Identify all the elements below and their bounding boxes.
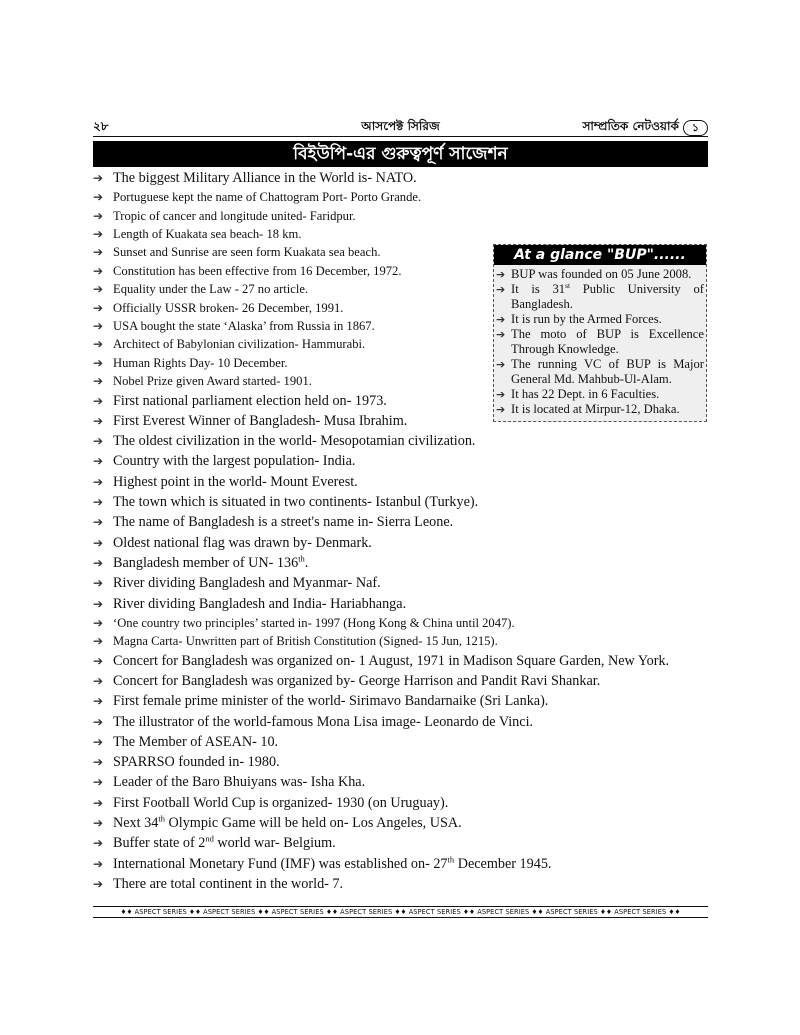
item-text: Architect of Babylonian civilization- Hammurabi. <box>113 337 366 352</box>
arrow-bullet-icon: ➔ <box>93 171 104 185</box>
item-text: Oldest national flag was drawn by- Denmark. <box>113 534 372 551</box>
item-text-after: December 1945. <box>454 855 552 872</box>
arrow-bullet-icon: ➔ <box>93 795 104 810</box>
arrow-bullet-icon: ➔ <box>93 816 104 831</box>
list-item <box>93 772 708 792</box>
item-text: The illustrator of the world-famous Mona Lisa image- Leonardo de Vinci. <box>113 713 534 730</box>
item-text: International Monetary Fund (IMF) was established on- 27 <box>113 855 448 872</box>
item-text-after: Public University of Bangladesh. <box>511 282 705 311</box>
item-text: SPARRSO founded in- 1980. <box>113 754 280 771</box>
list-item <box>93 472 708 492</box>
list-item <box>93 632 708 650</box>
arrow-bullet-icon: ➔ <box>93 282 104 297</box>
item-text: Sunset and Sunrise are seen form Kuakata sea beach. <box>113 245 381 260</box>
list-item <box>93 854 708 874</box>
arrow-bullet-icon: ➔ <box>93 263 104 278</box>
arrow-bullet-icon: ➔ <box>93 337 104 352</box>
list-item <box>93 573 708 593</box>
item-superscript: nd <box>205 833 214 844</box>
list-item <box>93 207 708 225</box>
arrow-bullet-icon: ➔ <box>93 413 104 428</box>
arrow-bullet-icon: ➔ <box>93 755 104 770</box>
arrow-bullet-icon: ➔ <box>93 714 104 729</box>
arrow-bullet-icon: ➔ <box>496 313 506 326</box>
item-text: Country with the largest population- India. <box>113 453 356 470</box>
glance-item <box>496 267 704 282</box>
network-name: সাম্প্রতিক নেটওয়ার্ক <box>582 119 679 133</box>
at-a-glance-title: At a glance "BUP"...... <box>494 245 706 265</box>
arrow-bullet-icon: ➔ <box>93 319 104 334</box>
item-text: ‘One country two principles’ started in- 1997 (Hong Kong & China until 2047). <box>113 615 515 630</box>
list-item <box>93 168 708 188</box>
item-text: Concert for Bangladesh was organized on- 1 August, 1971 in Madison Square Garden, New York. <box>113 652 670 669</box>
arrow-bullet-icon: ➔ <box>496 268 506 281</box>
arrow-bullet-icon: ➔ <box>93 653 104 668</box>
network-number: ১ <box>683 120 708 136</box>
arrow-bullet-icon: ➔ <box>496 328 506 341</box>
list-item <box>93 651 708 671</box>
arrow-bullet-icon: ➔ <box>93 434 104 449</box>
item-text: First national parliament election held on- 1973. <box>113 392 387 409</box>
list-item <box>93 671 708 691</box>
arrow-bullet-icon: ➔ <box>93 856 104 871</box>
item-text: Human Rights Day- 10 December. <box>113 355 288 370</box>
arrow-bullet-icon: ➔ <box>93 694 104 709</box>
item-text: River dividing Bangladesh and India- Hariabhanga. <box>113 595 407 612</box>
item-text: The moto of BUP is Excellence Through Knowledge. <box>511 327 704 356</box>
item-text: The running VC of BUP is Major General Md. Mahbub-Ul-Alam. <box>511 357 704 386</box>
item-text: BUP was founded on 05 June 2008. <box>511 267 692 281</box>
glance-item <box>496 402 704 417</box>
arrow-bullet-icon: ➔ <box>93 836 104 851</box>
item-text: Portuguese kept the name of Chattogram Port- Porto Grande. <box>113 190 422 205</box>
arrow-bullet-icon: ➔ <box>93 245 104 260</box>
arrow-bullet-icon: ➔ <box>496 283 506 296</box>
item-text: USA bought the state ‘Alaska’ from Russia in 1867. <box>113 319 375 334</box>
header-rule <box>93 136 708 137</box>
at-a-glance-list <box>494 265 706 417</box>
arrow-bullet-icon: ➔ <box>93 300 104 315</box>
list-item <box>93 732 708 752</box>
list-item <box>93 225 708 243</box>
glance-item <box>496 357 704 387</box>
footer-rule-bottom <box>93 917 708 918</box>
list-item <box>93 594 708 614</box>
item-text: The oldest civilization in the world- Mesopotamian civilization. <box>113 433 476 450</box>
arrow-bullet-icon: ➔ <box>93 515 104 530</box>
list-item <box>93 614 708 632</box>
item-text: Magna Carta- Unwritten part of British Constitution (Signed- 15 Jun, 1215). <box>113 634 498 649</box>
list-item <box>93 188 708 206</box>
arrow-bullet-icon: ➔ <box>496 388 506 401</box>
arrow-bullet-icon: ➔ <box>93 374 104 389</box>
arrow-bullet-icon: ➔ <box>93 673 104 688</box>
arrow-bullet-icon: ➔ <box>93 474 104 489</box>
item-text: First Football World Cup is organized- 1930 (on Uruguay). <box>113 794 449 811</box>
item-text: Leader of the Baro Bhuiyans was- Isha Kha. <box>113 774 366 791</box>
arrow-bullet-icon: ➔ <box>93 495 104 510</box>
item-text: Constitution has been effective from 16 December, 1972. <box>113 263 402 278</box>
item-text: It has 22 Dept. in 6 Faculties. <box>511 387 660 401</box>
list-item <box>93 492 708 512</box>
item-text-after: . <box>304 554 309 571</box>
item-text-after: Olympic Game will be held on- Los Angeles, USA. <box>164 815 462 832</box>
glance-item <box>496 387 704 402</box>
arrow-bullet-icon: ➔ <box>93 876 104 891</box>
glance-item <box>496 327 704 357</box>
item-text: The Member of ASEAN- 10. <box>113 733 279 750</box>
section-banner: বিইউপি-এর গুরুত্বপূর্ণ সাজেশন <box>93 141 708 167</box>
list-item <box>93 451 708 471</box>
item-text: Highest point in the world- Mount Everest. <box>113 473 358 490</box>
arrow-bullet-icon: ➔ <box>93 454 104 469</box>
page-number: ২৮ <box>93 119 109 133</box>
footer-series-strip: ♦♦ ASPECT SERIES ♦♦ ASPECT SERIES ♦♦ ASPECT SERIES ♦♦ ASPECT SERIES ♦♦ ASPECT SERIES ♦♦ ASPECT SERIES ♦♦ ASPECT SERIES ♦♦ ASPECT SERIES ♦♦ <box>120 908 681 916</box>
item-text: The town which is situated in two continents- Istanbul (Turkye). <box>113 494 479 511</box>
item-text: It is run by the Armed Forces. <box>511 312 662 326</box>
item-text: River dividing Bangladesh and Myanmar- Naf. <box>113 575 381 592</box>
arrow-bullet-icon: ➔ <box>93 576 104 591</box>
list-item <box>93 533 708 553</box>
item-superscript: th <box>298 553 305 564</box>
item-text: First Everest Winner of Bangladesh- Musa Ibrahim. <box>113 412 408 429</box>
item-text: First female prime minister of the world- Sirimavo Bandarnaike (Sri Lanka). <box>113 693 549 710</box>
item-text-after: world war- Belgium. <box>213 835 336 852</box>
arrow-bullet-icon: ➔ <box>93 596 104 611</box>
arrow-bullet-icon: ➔ <box>93 393 104 408</box>
item-text: Nobel Prize given Award started- 1901. <box>113 374 312 389</box>
item-text: Officially USSR broken- 26 December, 1991. <box>113 300 344 315</box>
item-text: Next 34 <box>113 815 159 832</box>
arrow-bullet-icon: ➔ <box>93 634 104 649</box>
list-item <box>93 793 708 813</box>
list-item <box>93 874 708 894</box>
arrow-bullet-icon: ➔ <box>93 190 104 205</box>
item-text: Buffer state of 2 <box>113 835 206 852</box>
arrow-bullet-icon: ➔ <box>93 734 104 749</box>
item-superscript: th <box>158 813 165 824</box>
arrow-bullet-icon: ➔ <box>93 227 104 242</box>
item-text: Concert for Bangladesh was organized by- George Harrison and Pandit Ravi Shankar. <box>113 672 601 689</box>
arrow-bullet-icon: ➔ <box>93 355 104 370</box>
arrow-bullet-icon: ➔ <box>93 208 104 223</box>
list-item <box>93 712 708 732</box>
footer-rule-top <box>93 906 708 907</box>
network-label <box>583 118 709 138</box>
list-item <box>93 833 708 853</box>
list-item <box>93 813 708 833</box>
item-text: The biggest Military Alliance in the World is- NATO. <box>113 170 417 186</box>
item-superscript: th <box>447 853 455 864</box>
item-text: It is located at Mirpur-12, Dhaka. <box>511 402 680 416</box>
item-text: Equality under the Law - 27 no article. <box>113 282 309 297</box>
arrow-bullet-icon: ➔ <box>496 358 506 371</box>
list-item <box>93 431 708 451</box>
arrow-bullet-icon: ➔ <box>93 535 104 550</box>
list-item <box>93 752 708 772</box>
item-text: It is 31 <box>511 282 566 296</box>
item-text: Tropic of cancer and longitude united- Faridpur. <box>113 208 356 223</box>
arrow-bullet-icon: ➔ <box>93 555 104 570</box>
item-text: There are total continent in the world- 7. <box>113 875 344 892</box>
arrow-bullet-icon: ➔ <box>93 775 104 790</box>
arrow-bullet-icon: ➔ <box>93 615 104 630</box>
list-item <box>93 691 708 711</box>
at-a-glance-box <box>493 244 707 422</box>
glance-item <box>496 282 704 312</box>
item-superscript: st <box>565 280 571 290</box>
item-text: Length of Kuakata sea beach- 18 km. <box>113 227 302 242</box>
page-header <box>93 118 708 136</box>
glance-item <box>496 312 704 327</box>
series-name: আসপেক্ট সিরিজ <box>361 119 440 133</box>
item-text: Bangladesh member of UN- 136 <box>113 554 299 571</box>
item-text: The name of Bangladesh is a street's name in- Sierra Leone. <box>113 514 454 531</box>
arrow-bullet-icon: ➔ <box>496 403 506 416</box>
list-item <box>93 553 708 573</box>
list-item <box>93 512 708 532</box>
